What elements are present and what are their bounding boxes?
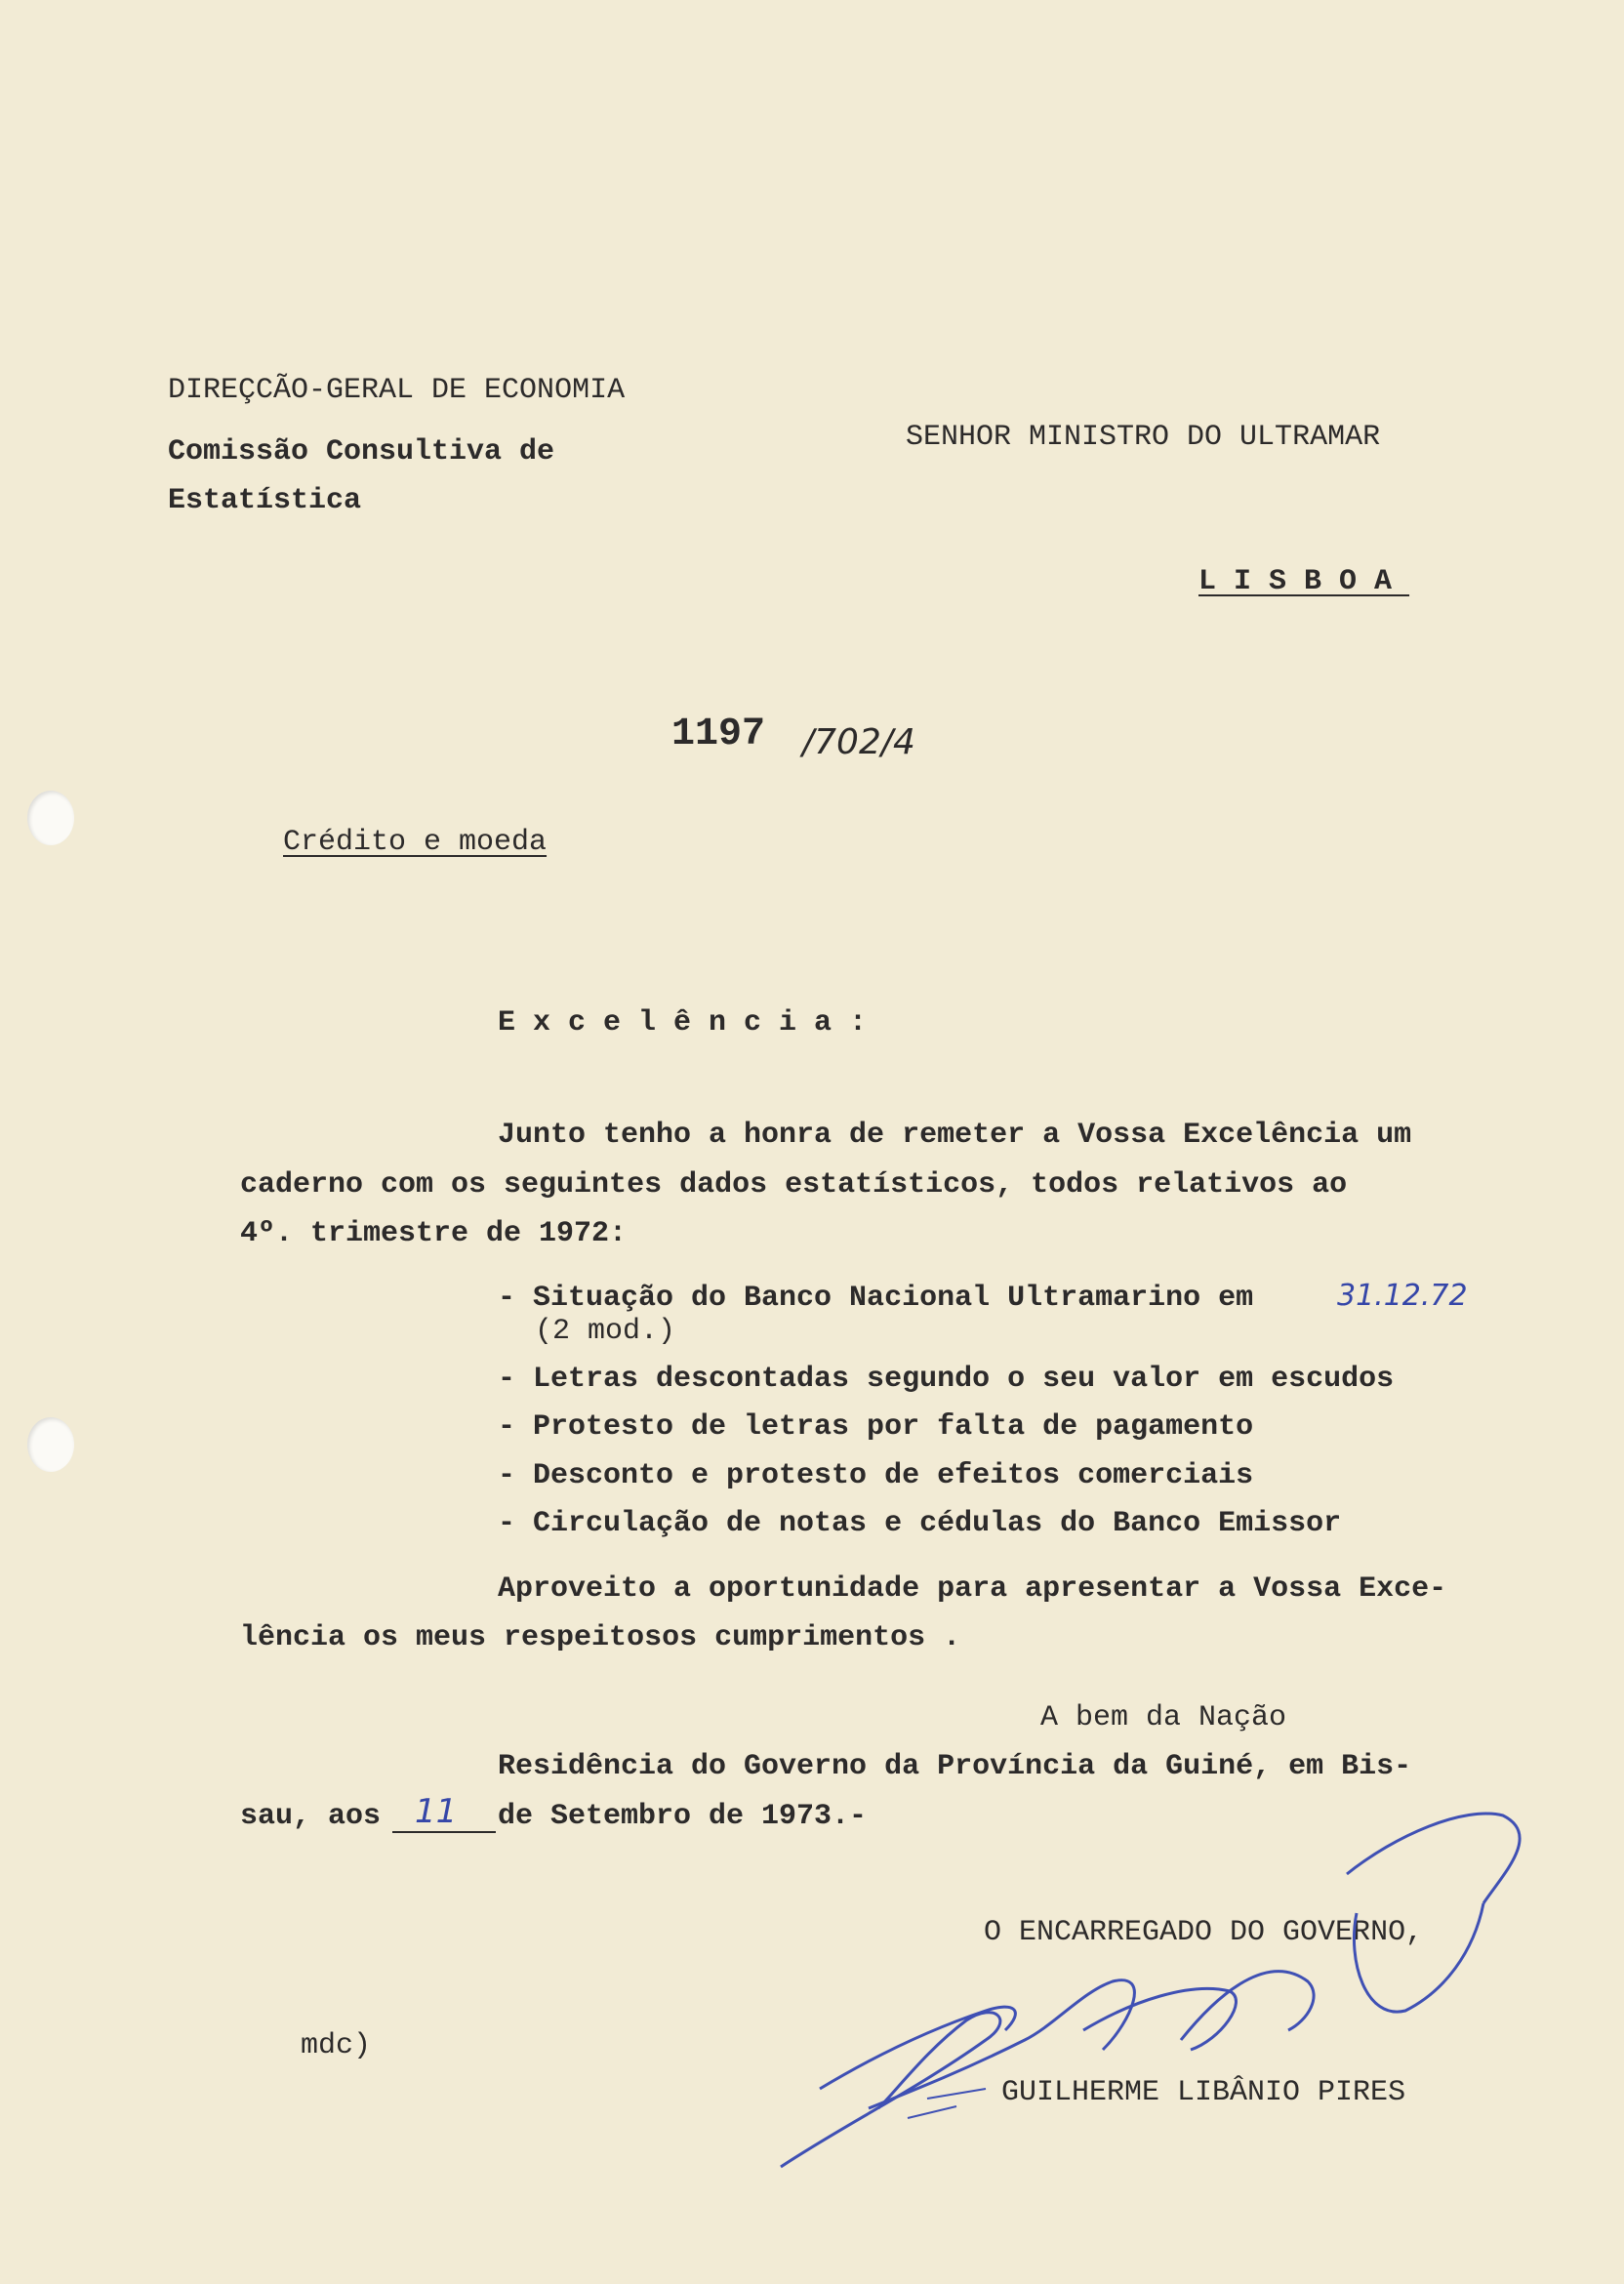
body-line-2: caderno com os seguintes dados estatísticos, todos relativos ao: [240, 1168, 1348, 1202]
handwritten-signature: [761, 1796, 1562, 2186]
signatory-name: GUILHERME LIBÂNIO PIRES: [1001, 2076, 1406, 2109]
recipient-city: LISBOA: [1198, 565, 1410, 598]
list-item-2: - Letras descontadas segundo o seu valor em escudos: [498, 1363, 1395, 1396]
subject: Crédito e moeda: [283, 826, 548, 859]
closing-paragraph-line-1: Aproveito a oportunidade para apresentar a Vossa Exce-: [498, 1572, 1447, 1606]
punch-hole-bottom: [27, 1417, 74, 1472]
reference-number: 1197: [671, 713, 766, 756]
list-item-1: - Situação do Banco Nacional Ultramarino em: [498, 1282, 1254, 1315]
closing-paragraph-line-2: lência os meus respeitosos cumprimentos .: [240, 1621, 961, 1654]
commission-name-line2: Estatística: [168, 484, 362, 517]
list-item-3: - Protesto de letras por falta de pagamento: [498, 1410, 1254, 1444]
salutation: Excelência:: [498, 1006, 885, 1040]
body-line-1: Junto tenho a honra de remeter a Vossa Excelência um: [498, 1119, 1412, 1152]
list-item-5: - Circulação de notas e cédulas do Banco Emissor: [498, 1507, 1342, 1540]
recipient: SENHOR MINISTRO DO ULTRAMAR: [906, 421, 1381, 454]
place-date-line-1: Residência do Governo da Província da Guiné, em Bis-: [498, 1750, 1412, 1783]
day-blank-line: [392, 1831, 496, 1833]
signatory-title: O ENCARREGADO DO GOVERNO,: [984, 1916, 1424, 1949]
department-name: DIREÇCÃO-GERAL DE ECONOMIA: [168, 374, 626, 407]
place-date-prefix: sau, aos: [240, 1800, 382, 1833]
handwritten-day: 11: [415, 1792, 458, 1831]
closing-motto: A bem da Nação: [1040, 1701, 1287, 1734]
reference-suffix: /702/4: [802, 722, 915, 762]
punch-hole-top: [27, 791, 74, 845]
list-item-1-note: (2 mod.): [535, 1315, 676, 1348]
place-date-suffix: de Setembro de 1973.-: [498, 1800, 868, 1833]
body-line-3: 4º. trimestre de 1972:: [240, 1217, 628, 1250]
list-item-4: - Desconto e protesto de efeitos comerciais: [498, 1459, 1254, 1492]
list-item-1-handwritten-date: 31.12.72: [1337, 1279, 1468, 1313]
commission-name-line1: Comissão Consultiva de: [168, 435, 555, 469]
typist-initials: mdc): [301, 2029, 372, 2062]
